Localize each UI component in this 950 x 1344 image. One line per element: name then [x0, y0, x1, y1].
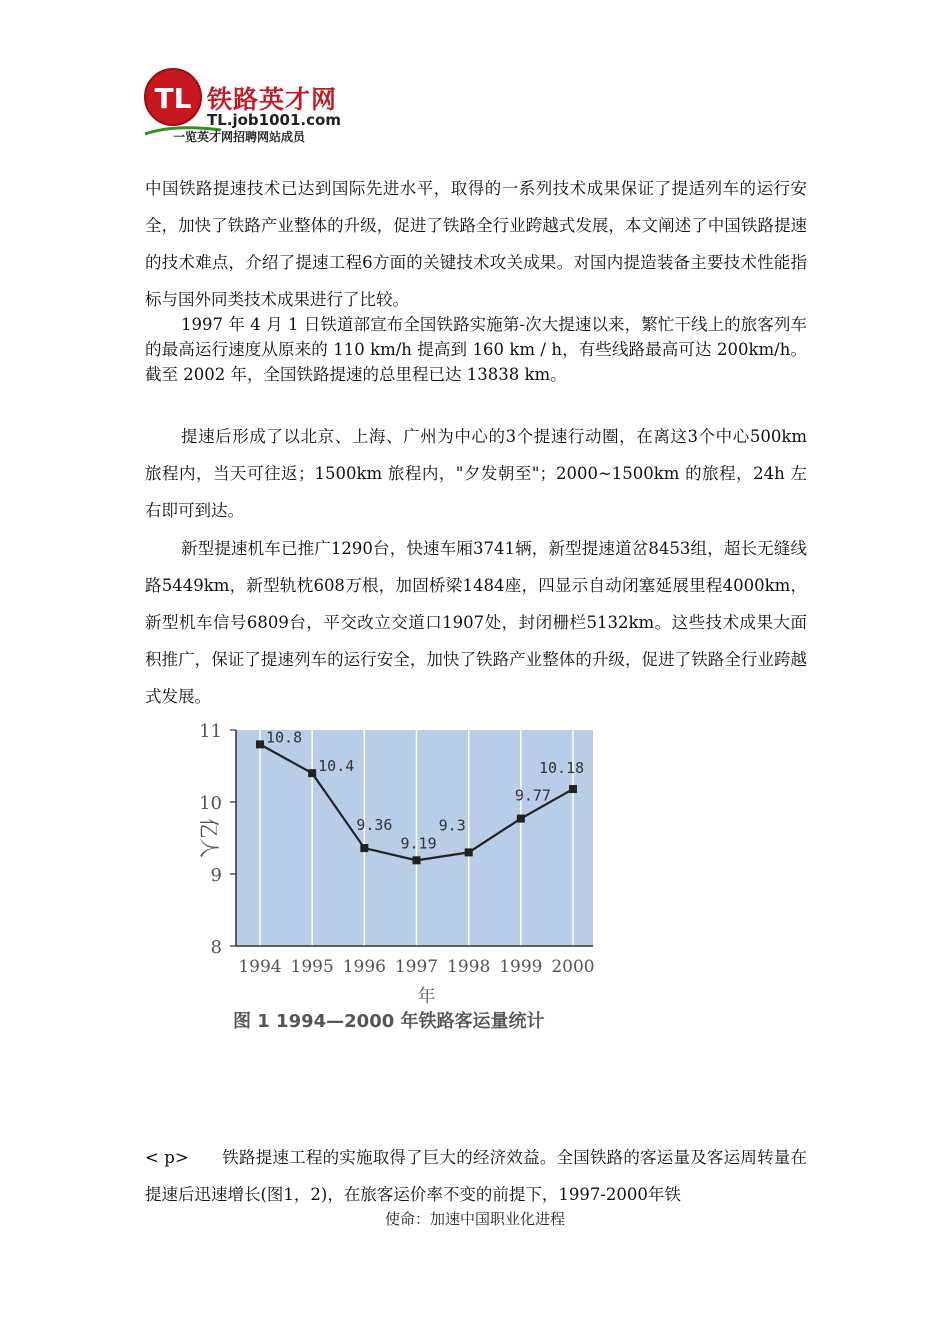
tl-logo-icon	[143, 66, 207, 130]
passenger-volume-chart	[180, 718, 610, 1038]
x-tick-label: 1999	[499, 957, 543, 977]
x-axis-label: 年	[417, 986, 436, 1007]
logo-url: TL.job1001.com	[207, 111, 341, 129]
data-label: 9.77	[514, 786, 551, 805]
logo-name: 铁路英才网	[207, 85, 338, 114]
data-point	[308, 769, 316, 777]
data-point	[569, 785, 577, 793]
data-point	[517, 815, 525, 823]
y-axis-label: 亿人	[197, 818, 221, 858]
y-tick-label: 9	[210, 865, 222, 886]
data-point	[413, 856, 421, 864]
x-tick-label: 1997	[394, 957, 439, 977]
data-point	[360, 844, 368, 852]
x-tick-label: 1994	[238, 957, 282, 977]
data-label: 10.18	[539, 759, 585, 778]
x-tick-label: 2000	[551, 957, 595, 977]
data-point	[256, 740, 264, 748]
data-label: 9.36	[356, 816, 393, 835]
y-tick-label: 11	[199, 721, 222, 742]
data-label: 10.8	[266, 728, 303, 747]
data-point	[465, 848, 473, 856]
paragraph-5: < p> 铁路提速工程的实施取得了巨大的经济效益。全国铁路的客运量及客运周转量在提速后迅速增长(图1，2)，在旅客运价率不变的前提下，1997-2000年铁	[145, 1148, 807, 1204]
data-label: 10.4	[318, 757, 355, 776]
y-tick-label: 8	[210, 937, 222, 958]
paragraph-1: 中国铁路提速技术已达到国际先进水平，取得的一系列技术成果保证了提适列车的运行安全，加快了铁路产业整体的升级，促进了铁路全行业跨越式发展，本文阐述了中国铁路提速的技术难点，介绍了提速工程6方面的关键技术攻关成果。对国内提造装备主要技术性能指标与国外同类技术成果进行了比较。	[145, 179, 807, 309]
data-label: 9.19	[400, 834, 437, 853]
chart-caption: 图 1 1994—2000 年铁路客运量统计	[233, 1011, 545, 1032]
paragraph-3: 提速后形成了以北京、上海、广州为中心的3个提速行动圈，在离这3个中心500km 旅程内，当天可往返；1500km 旅程内，"夕发朝至"；2000~1500km 的旅程，24h 左右即可到达。	[145, 427, 807, 520]
x-tick-label: 1998	[447, 957, 491, 977]
logo-slogan: 一览英才网招聘网站成员	[173, 130, 306, 144]
data-label: 9.3	[438, 816, 466, 835]
site-logo	[143, 66, 363, 148]
x-tick-label: 1995	[290, 957, 334, 977]
x-tick-label: 1996	[342, 957, 386, 977]
logo-mark: TL	[154, 82, 192, 115]
y-tick-label: 10	[199, 793, 222, 814]
paragraph-2: 1997 年 4 月 1 日铁道部宣布全国铁路实施第-次大提速以来，繁忙干线上的旅客列车的最高运行速度从原来的 110 km/h 提高到 160 km / h，有些线路最高可达 200km/h。截至 2002 年，全国铁路提速的总里程已达 13838 km。	[145, 315, 807, 384]
paragraph-4: 新型提速机车已推广1290台，快速车厢3741辆，新型提速道岔8453组，超长无缝线路5449km，新型轨枕608万根，加固桥梁1484座，四显示自动闭塞延展里程4000km，新型机车信号6809台，平交改立交道口1907处，封闭栅栏5132km。这些技术成果大面积推广，保证了提速列车的运行安全，加快了铁路产业整体的升级，促进了铁路全行业跨越式发展。	[145, 539, 807, 706]
footer-mission: 使命：加速中国职业化进程	[384, 1210, 565, 1228]
